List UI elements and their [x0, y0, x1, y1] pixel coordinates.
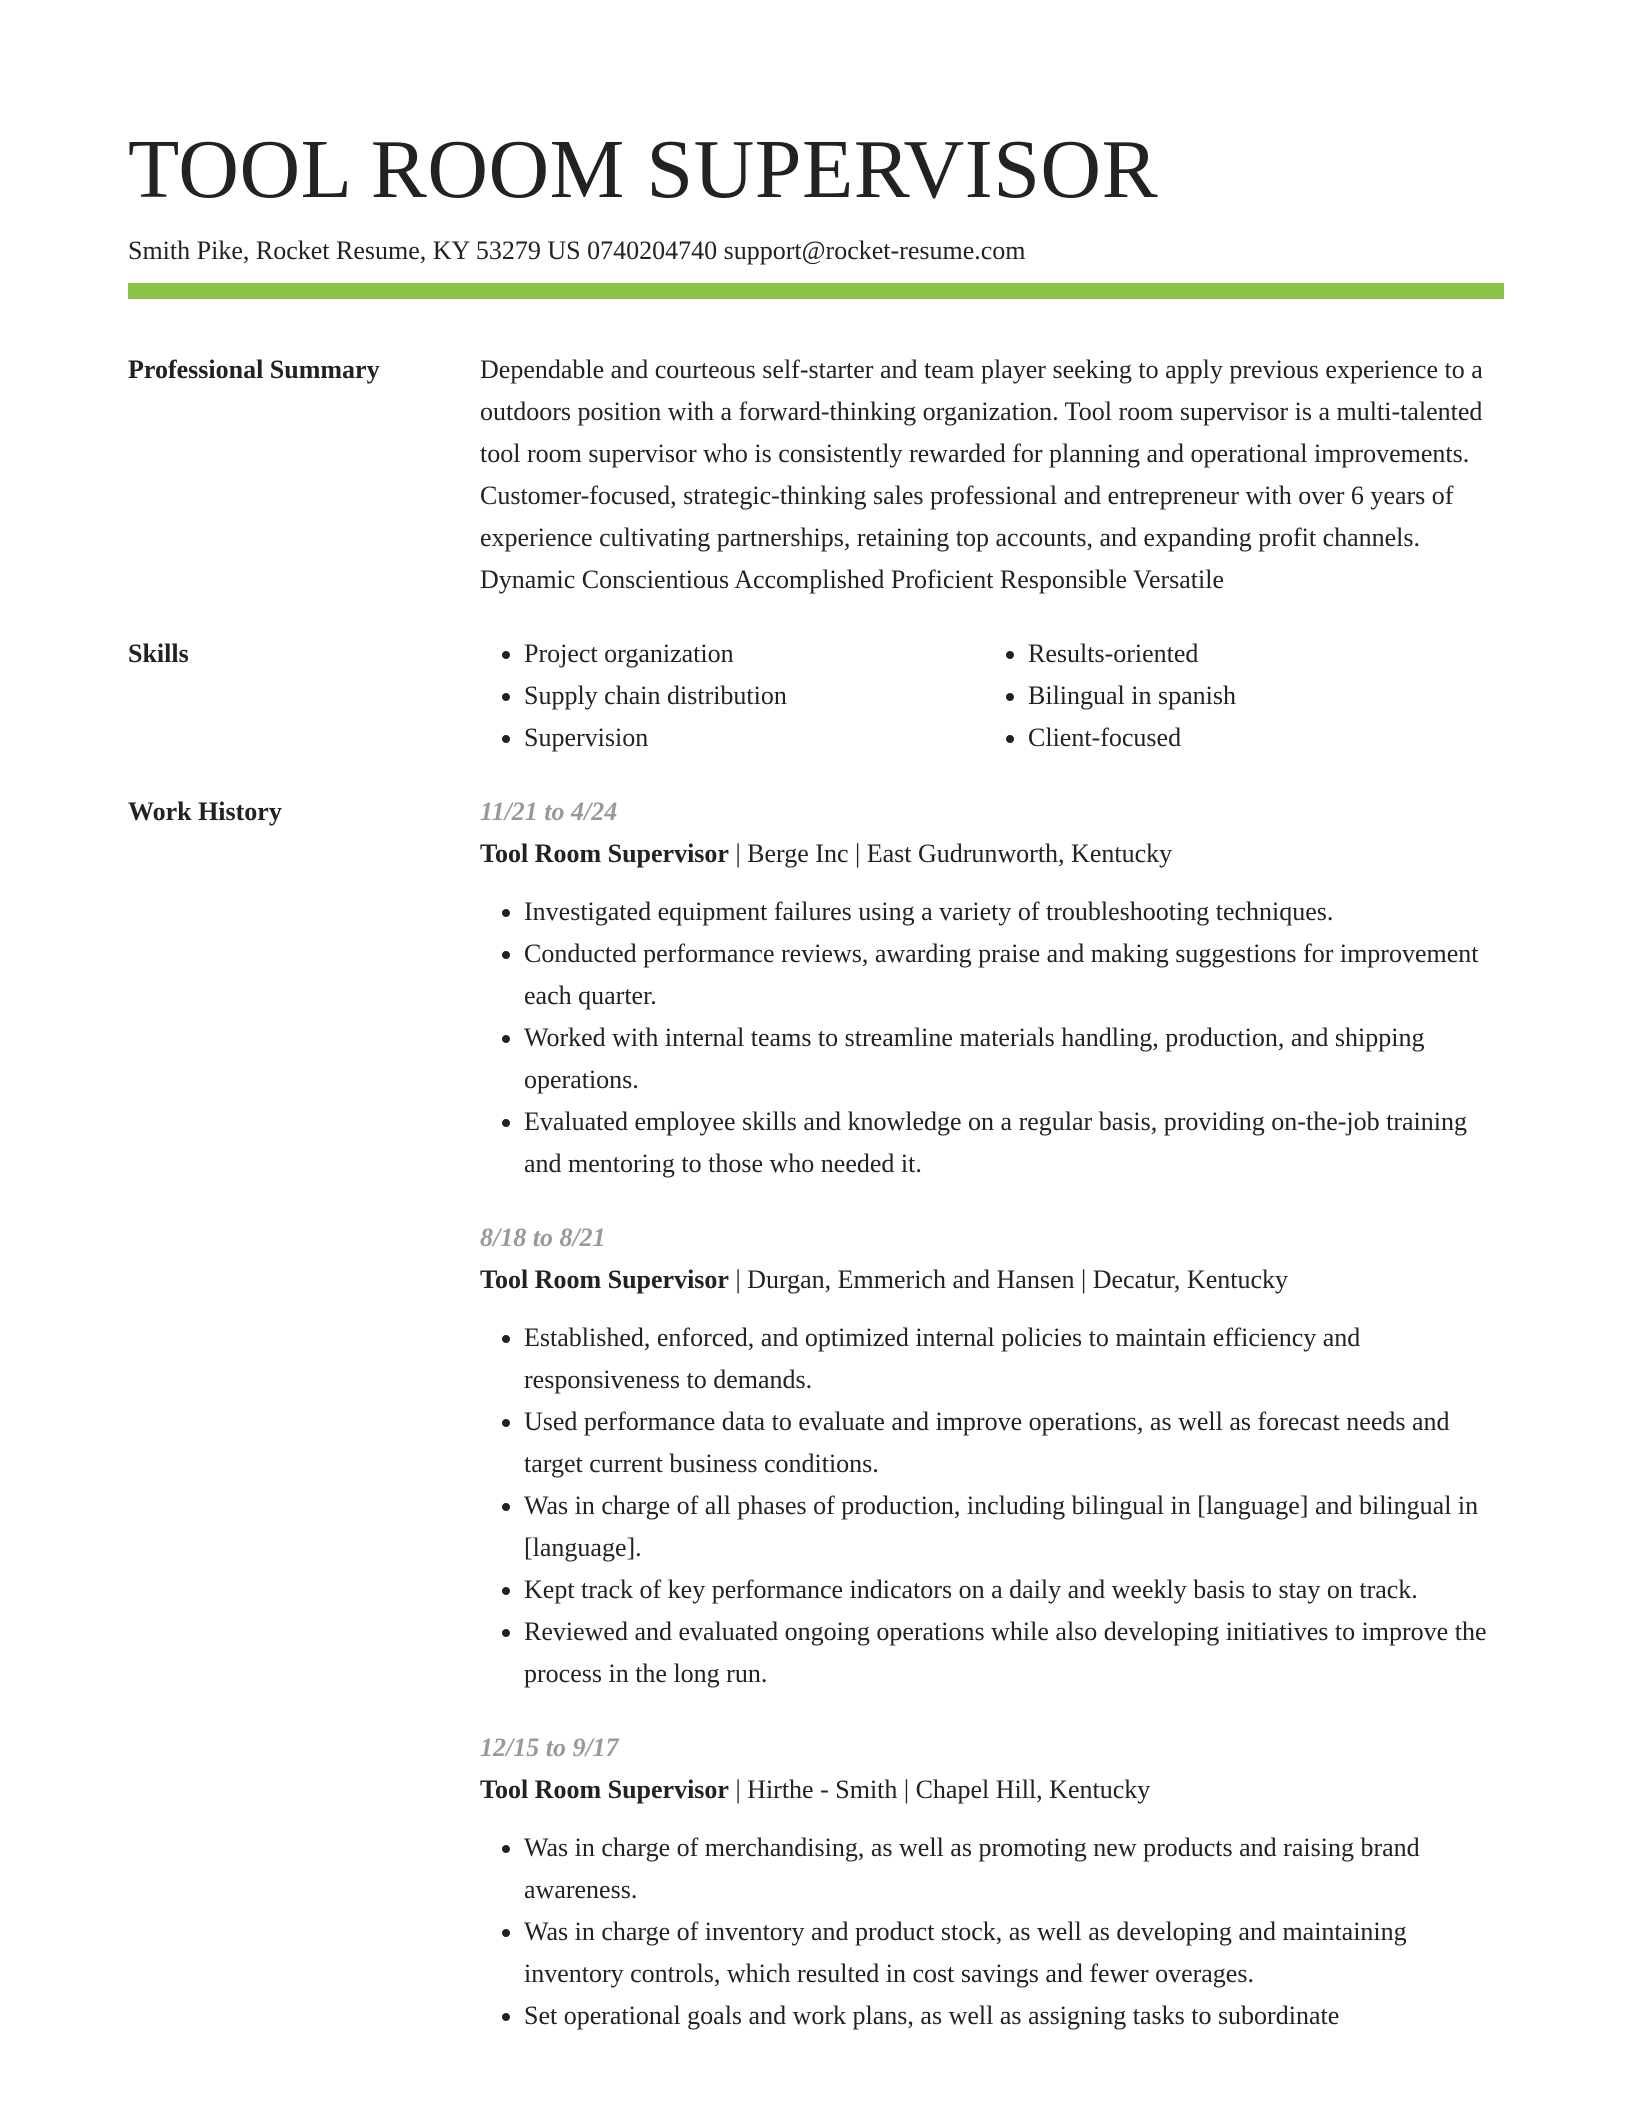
- job-details: | Hirthe - Smith | Chapel Hill, Kentucky: [728, 1775, 1151, 1804]
- job-details: | Durgan, Emmerich and Hansen | Decatur, Kentucky: [728, 1265, 1289, 1294]
- contact-line: [128, 234, 1504, 268]
- contact-phone: 0740204740: [587, 236, 718, 265]
- skills-label: Skills: [128, 639, 189, 668]
- job-entry: [480, 1217, 1504, 1695]
- skill-item: • Bilingual in spanish: [1028, 675, 1504, 717]
- summary-section: [128, 349, 1504, 601]
- skills-list: [480, 633, 1504, 759]
- job-heading: [480, 1769, 1504, 1811]
- work-history-list: [480, 791, 1504, 2037]
- skill-item: • Results-oriented: [1028, 633, 1504, 675]
- skills-column-left: [480, 633, 984, 759]
- job-heading: [480, 1259, 1504, 1301]
- resume-page: [128, 0, 1504, 2037]
- job-bullet: • Used performance data to evaluate and improve operations, as well as forecast needs and target current business conditions.: [524, 1401, 1504, 1485]
- job-bullet: • Conducted performance reviews, awarding praise and making suggestions for improvement each quarter.: [524, 933, 1504, 1017]
- header-divider: [128, 283, 1504, 299]
- skill-item: • Supervision: [524, 717, 984, 759]
- contact-address: Smith Pike, Rocket Resume, KY 53279 US: [128, 236, 581, 265]
- job-dates: 11/21 to 4/24: [480, 797, 618, 826]
- job-bullet: • Worked with internal teams to streamline materials handling, production, and shipping operations.: [524, 1017, 1504, 1101]
- job-entry: [480, 791, 1504, 1185]
- skill-item: • Project organization: [524, 633, 984, 675]
- job-bullet: • Kept track of key performance indicators on a daily and weekly basis to stay on track.: [524, 1569, 1504, 1611]
- job-bullets: [480, 891, 1504, 1185]
- job-bullet: • Reviewed and evaluated ongoing operations while also developing initiatives to improve the process in the long run.: [524, 1611, 1504, 1695]
- job-title: Tool Room Supervisor: [480, 1775, 729, 1804]
- job-bullet: • Established, enforced, and optimized internal policies to maintain efficiency and responsiveness to demands.: [524, 1317, 1504, 1401]
- job-bullet: • Was in charge of all phases of production, including bilingual in [language] and bilingual in [language].: [524, 1485, 1504, 1569]
- work-history-label: Work History: [128, 797, 282, 826]
- job-title: Tool Room Supervisor: [480, 839, 729, 868]
- job-bullet: • Set operational goals and work plans, as well as assigning tasks to subordinate: [524, 1995, 1504, 2037]
- skills-column-right: [984, 633, 1504, 759]
- job-heading: [480, 833, 1504, 875]
- job-bullet: • Was in charge of merchandising, as well as promoting new products and raising brand awareness.: [524, 1827, 1504, 1911]
- summary-text: Dependable and courteous self-starter and team player seeking to apply previous experience to a outdoors position with a forward-thinking organization. Tool room supervisor is a multi-talented tool room supervisor who is consistently rewarded for planning and operational improvements. Customer-focused, strategic-thinking sales professional and entrepreneur with over 6 years of experience cultivating partnerships, retaining top accounts, and expanding profit channels. Dynamic Conscientious Accomplished Proficient Responsible Versatile: [480, 355, 1483, 594]
- work-history-section: [128, 791, 1504, 2037]
- resume-title: TOOL ROOM SUPERVISOR: [128, 123, 1159, 216]
- job-bullet: • Was in charge of inventory and product stock, as well as developing and maintaining inventory controls, which resulted in cost savings and fewer overages.: [524, 1911, 1504, 1995]
- job-bullets: [480, 1827, 1504, 2037]
- job-dates: 12/15 to 9/17: [480, 1733, 619, 1762]
- job-dates: 8/18 to 8/21: [480, 1223, 606, 1252]
- job-bullets: [480, 1317, 1504, 1695]
- job-title: Tool Room Supervisor: [480, 1265, 729, 1294]
- skill-item: • Client-focused: [1028, 717, 1504, 759]
- skill-item: • Supply chain distribution: [524, 675, 984, 717]
- job-bullet: • Evaluated employee skills and knowledge on a regular basis, providing on-the-job training and mentoring to those who needed it.: [524, 1101, 1504, 1185]
- job-entry: [480, 1727, 1504, 2037]
- skills-section: [128, 633, 1504, 759]
- summary-label: Professional Summary: [128, 355, 380, 384]
- contact-email: support@rocket-resume.com: [723, 236, 1026, 265]
- job-bullet: • Investigated equipment failures using a variety of troubleshooting techniques.: [524, 891, 1504, 933]
- job-details: | Berge Inc | East Gudrunworth, Kentucky: [728, 839, 1173, 868]
